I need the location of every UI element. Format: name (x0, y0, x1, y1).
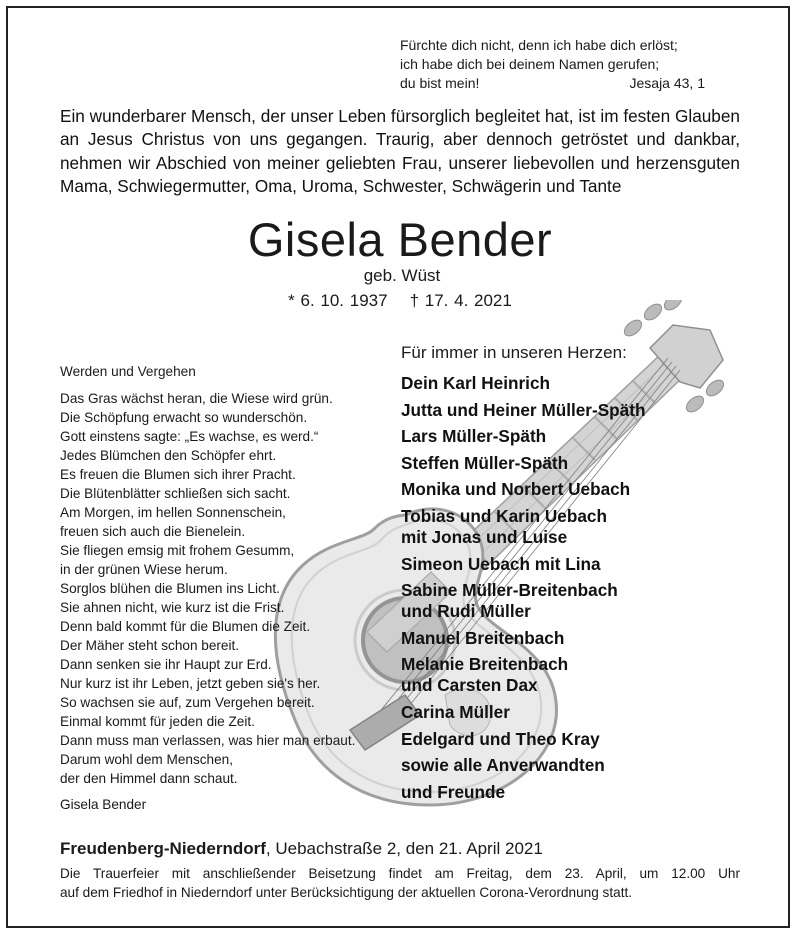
notice-line: Die Trauerfeier mit anschließender Beisetzung findet am Freitag, dem 23. April, um 12.00 Uhr (60, 866, 740, 881)
mourner-line: Dein Karl Heinrich (401, 373, 550, 393)
mourner-entry (401, 554, 741, 575)
mourner-entry (401, 400, 741, 421)
poem-line: Darum wohl dem Menschen, (60, 752, 234, 767)
poem-line: Gott einstens sagte: „Es wachse, es werd.“ (60, 429, 319, 444)
mourner-line: sowie alle Anverwandten (401, 755, 605, 776)
mourner-entry (401, 453, 741, 474)
poem-line: Sie fliegen emsig mit frohem Gesumm, (60, 543, 295, 558)
poem-line: Am Morgen, im hellen Sonnenschein, (60, 505, 286, 520)
mourner-entry (401, 373, 741, 394)
poem-title: Werden und Vergehen (60, 364, 196, 379)
funeral-notice (60, 865, 740, 902)
notice-line: auf dem Friedhof in Niederndorf unter Berücksichtigung der aktuellen Corona-Verordnung statt. (60, 884, 633, 900)
verse-line: Fürchte dich nicht, denn ich habe dich erlöst; (400, 37, 678, 53)
poem-line: Die Schöpfung erwacht so wunderschön. (60, 410, 308, 425)
verse-reference: Jesaja 43, 1 (629, 75, 705, 91)
mourner-line: Jutta und Heiner Müller-Späth (401, 399, 646, 420)
verse-last-line (400, 74, 705, 93)
life-dates (0, 291, 800, 311)
poem-line: Die Blütenblätter schließen sich sacht. (60, 486, 291, 501)
mourner-entry (401, 755, 741, 776)
poem (60, 362, 390, 814)
verse-line: du bist mein! (400, 75, 480, 91)
verse-line: ich habe dich bei deinem Namen gerufen; (400, 56, 660, 72)
mourner-line: und Rudi Müller (401, 601, 531, 622)
poem-line: So wachsen sie auf, zum Vergehen bereit. (60, 695, 315, 710)
mourner-entry (401, 479, 741, 500)
poem-line: Jedes Blümchen den Schöpfer ehrt. (60, 448, 277, 463)
place-name: Freudenberg-Niederndorf (60, 839, 266, 858)
mourner-line: Tobias und Karin Uebach (401, 505, 607, 526)
mourner-line: Sabine Müller-Breitenbach (401, 580, 618, 601)
mourner-line: Edelgard und Theo Kray (401, 728, 600, 749)
mourner-entry (401, 426, 741, 447)
mourner-line: und Carsten Dax (401, 675, 538, 696)
mourner-entry (401, 702, 741, 723)
death-date: † 17. 4. 2021 (409, 291, 512, 310)
bible-verse (400, 36, 705, 93)
mourner-line: Carina Müller (401, 701, 510, 722)
mourner-entry (401, 580, 741, 622)
mourner-entry (401, 654, 741, 696)
poem-line: Denn bald kommt für die Blumen die Zeit. (60, 619, 311, 634)
mourner-entries (401, 373, 741, 803)
mourners-heading: Für immer in unseren Herzen: (401, 343, 627, 362)
birth-name: geb. Wüst (363, 266, 441, 285)
poem-line: Dann muss man verlassen, was hier man erbaut. (60, 733, 356, 748)
mourner-line: Manuel Breitenbach (401, 627, 565, 648)
mourner-line: und Freunde (401, 781, 506, 802)
poem-line: Dann senken sie ihr Haupt zur Erd. (60, 657, 272, 672)
poem-lines (60, 389, 390, 788)
poem-line: Es freuen die Blumen sich ihrer Pracht. (60, 467, 296, 482)
place-and-date (60, 838, 760, 860)
deceased-name: Gisela Bender (247, 213, 553, 266)
mourner-line: Melanie Breitenbach (401, 654, 569, 675)
mourner-entry (401, 506, 741, 548)
poem-line: Sie ahnen nicht, wie kurz ist die Frist. (60, 600, 285, 615)
poem-line: Der Mäher steht schon bereit. (60, 638, 240, 653)
poem-line: Einmal kommt für jeden die Zeit. (60, 714, 255, 729)
mourner-entry (401, 729, 741, 750)
intro-text: Ein wunderbarer Mensch, der unser Leben fürsorglich begleitet hat, ist im festen Glauben an Jesus Christus von uns gegangen. Traurig, aber dennoch getröstet und dankbar, nehmen wir Abschied von meiner geliebten Frau, unserer liebevollen und herzensguten Mama, Schwiegermutter, Oma, Uroma, Schwester, Schwägerin und Tante (60, 106, 740, 197)
poem-author: Gisela Bender (60, 797, 147, 812)
poem-line: Sorglos blühen die Blumen ins Licht. (60, 581, 280, 596)
mourner-entry (401, 628, 741, 649)
poem-line: freuen sich auch die Bienelein. (60, 524, 246, 539)
poem-line: in der grünen Wiese herum. (60, 562, 228, 577)
address-date: , Uebachstraße 2, den 21. April 2021 (265, 839, 543, 858)
mourner-line: Monika und Norbert Uebach (401, 479, 631, 500)
birth-date: * 6. 10. 1937 (288, 291, 388, 310)
mourner-line: Lars Müller-Späth (401, 426, 547, 447)
mourner-line: Steffen Müller-Späth (401, 452, 569, 473)
mourner-entry (401, 782, 741, 803)
poem-line: Das Gras wächst heran, die Wiese wird grün. (60, 391, 333, 406)
poem-line: Nur kurz ist ihr Leben, jetzt geben sie's her. (60, 676, 321, 691)
mourner-line: mit Jonas und Luise (401, 526, 568, 547)
poem-line: der den Himmel dann schaut. (60, 771, 238, 786)
mourner-line: Simeon Uebach mit Lina (401, 553, 601, 574)
mourners-list (401, 343, 741, 808)
